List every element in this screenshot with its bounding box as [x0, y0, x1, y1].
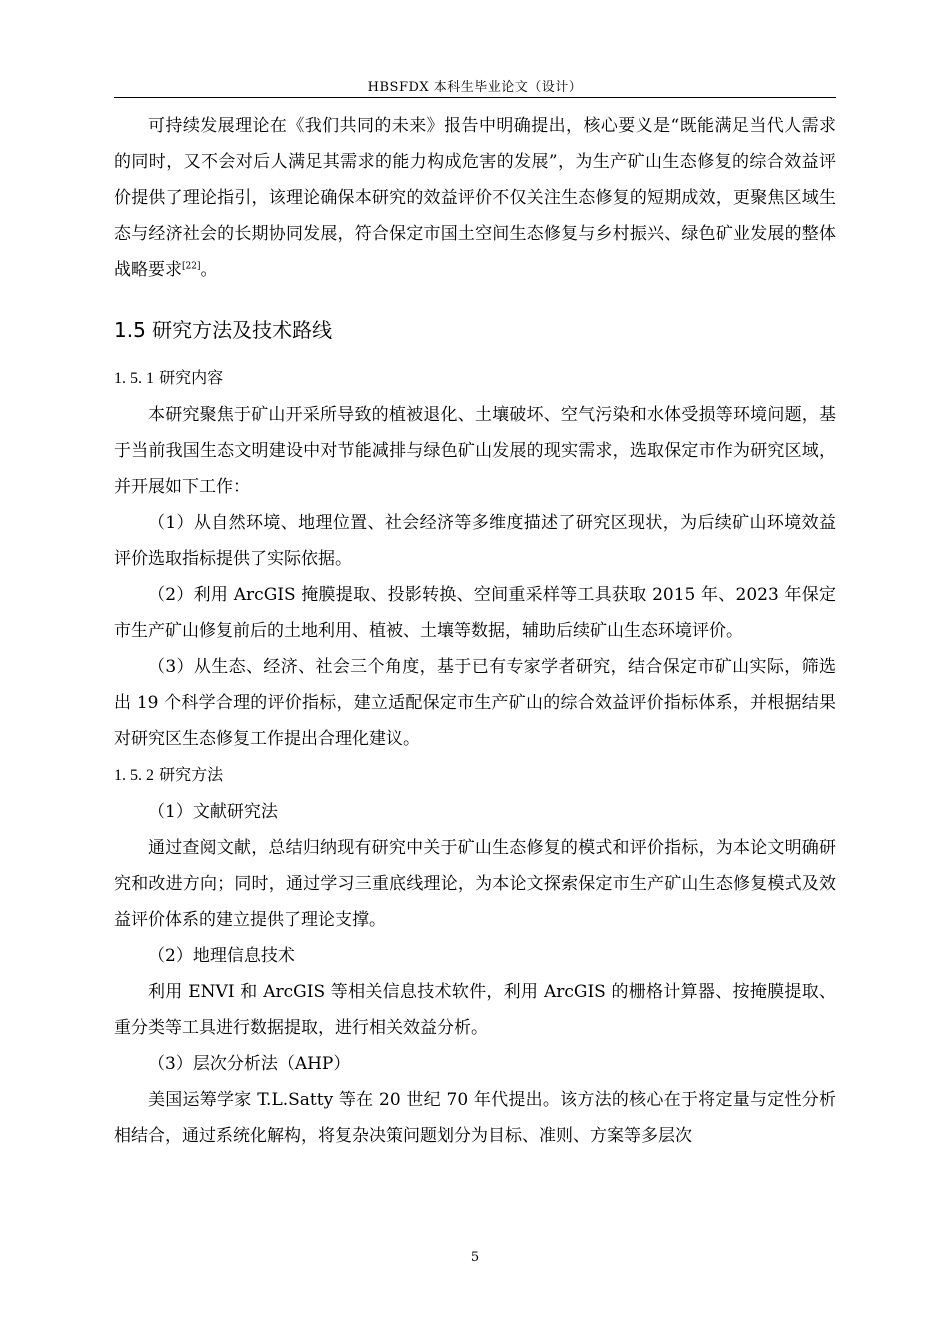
- subsection-number: 1. 5. 1: [114, 370, 154, 387]
- subsection-heading-1-5-1: [114, 360, 836, 397]
- intro-paragraph: [114, 108, 836, 288]
- intro-end: 。: [200, 260, 218, 280]
- page-body: [114, 108, 836, 1154]
- subsection-number: 1. 5. 2: [114, 767, 154, 784]
- header-rule: [114, 97, 836, 98]
- research-content-item-2: （2）利用 ArcGIS 掩膜提取、投影转换、空间重采样等工具获取 2015 年、2023 年保定市生产矿山修复前后的土地利用、植被、土壤等数据，辅助后续矿山生态环境评价。: [114, 585, 836, 641]
- method-2-title: （2）地理信息技术: [148, 946, 295, 966]
- citation-22: [22]: [182, 261, 201, 272]
- method-3-title: （3）层次分析法（AHP）: [148, 1054, 351, 1074]
- subsection-title: 研究方法: [159, 765, 224, 784]
- method-3-paragraph: 美国运筹学家 T.L.Satty 等在 20 世纪 70 年代提出。该方法的核心在于将定量与定性分析相结合，通过系统化解构，将复杂决策问题划分为目标、准则、方案等多层次: [114, 1090, 836, 1146]
- section-heading-1-5: 1.5 研究方法及技术路线: [114, 318, 333, 342]
- intro-text: 可持续发展理论在《我们共同的未来》报告中明确提出，核心要义是“既能满足当代人需求的同时，又不会对后人满足其需求的能力构成危害的发展”，为生产矿山生态修复的综合效益评价提供了理论指引，该理论确保本研究的效益评价不仅关注生态修复的短期成效，更聚焦区域生态与经济社会的长期协同发展，符合保定市国土空间生态修复与乡村振兴、绿色矿业发展的整体战略要求: [114, 116, 836, 280]
- research-content-paragraph: 本研究聚焦于矿山开采所导致的植被退化、土壤破坏、空气污染和水体受损等环境问题，基于当前我国生态文明建设中对节能减排与绿色矿山发展的现实需求，选取保定市作为研究区域，并开展如下工作：: [114, 405, 836, 497]
- method-1-paragraph: 通过查阅文献，总结归纳现有研究中关于矿山生态修复的模式和评价指标，为本论文明确研究和改进方向；同时，通过学习三重底线理论，为本论文探索保定市生产矿山生态修复模式及效益评价体系的建立提供了理论支撑。: [114, 838, 836, 930]
- research-content-item-1: （1）从自然环境、地理位置、社会经济等多维度描述了研究区现状，为后续矿山环境效益评价选取指标提供了实际依据。: [114, 513, 836, 569]
- page-number: 5: [470, 1250, 480, 1265]
- method-1-title: （1）文献研究法: [148, 802, 278, 822]
- running-header: HBSFDX 本科生毕业论文（设计）: [367, 80, 583, 95]
- research-content-item-3: （3）从生态、经济、社会三个角度，基于已有专家学者研究，结合保定市矿山实际，筛选出 19 个科学合理的评价指标，建立适配保定市生产矿山的综合效益评价指标体系，并根据结果对研究区生态修复工作提出合理化建议。: [114, 657, 836, 749]
- subsection-title: 研究内容: [159, 368, 224, 387]
- subsection-heading-1-5-2: [114, 757, 836, 794]
- method-2-paragraph: 利用 ENVI 和 ArcGIS 等相关信息技术软件，利用 ArcGIS 的栅格计算器、按掩膜提取、重分类等工具进行数据提取，进行相关效益分析。: [114, 982, 836, 1038]
